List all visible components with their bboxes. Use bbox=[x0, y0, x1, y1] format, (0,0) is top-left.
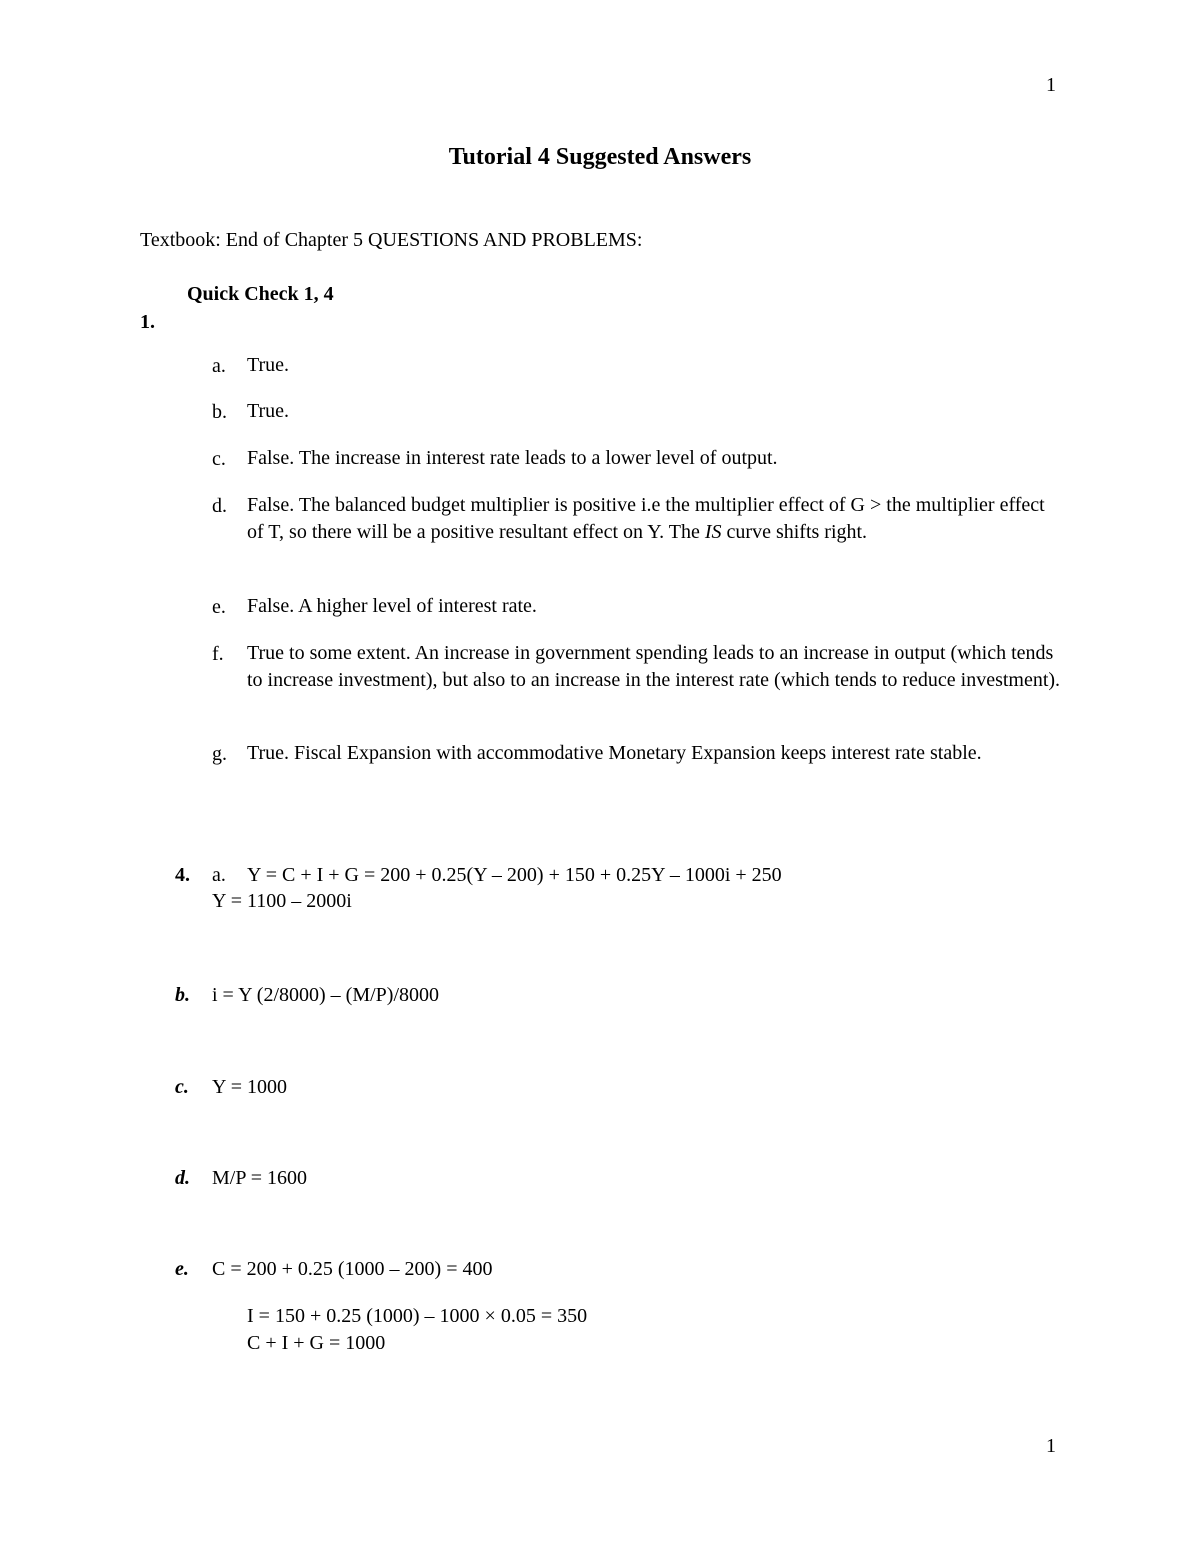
question-1-number: 1. bbox=[140, 311, 155, 333]
intro-text: Textbook: End of Chapter 5 QUESTIONS AND PROBLEMS: bbox=[140, 229, 643, 251]
q4-part-d-label: d. bbox=[175, 1167, 190, 1189]
q1-item-text: False. The balanced budget multiplier is positive i.e the multiplier effect of G > the multiplier effect of T, so there will be a positive resultant effect on Y. The IS curve shifts right. bbox=[247, 494, 1045, 543]
q4-part-e-label: e. bbox=[175, 1258, 189, 1280]
q1-item-label: e. bbox=[212, 596, 226, 618]
q1-item-label: a. bbox=[212, 355, 226, 377]
q1-item-label: d. bbox=[212, 495, 227, 517]
q1-item-text: True. bbox=[247, 400, 290, 422]
q4-part-c-equation: Y = 1000 bbox=[212, 1076, 287, 1098]
q1-item-text: False. The increase in interest rate leads to a lower level of output. bbox=[247, 447, 778, 469]
q1-item-label: g. bbox=[212, 743, 227, 765]
q4-part-e-equation-1: C = 200 + 0.25 (1000 – 200) = 400 bbox=[212, 1258, 493, 1280]
q4-part-b-label: b. bbox=[175, 984, 190, 1006]
q1-item-text: True to some extent. An increase in government spending leads to an increase in output (which tends to increase investment), but also to an increase in the interest rate (which tends to reduce investment). bbox=[247, 642, 1061, 691]
q1-item-text: False. A higher level of interest rate. bbox=[247, 595, 537, 617]
header-page-number: 1 bbox=[1046, 74, 1056, 96]
q4-part-c-label: c. bbox=[175, 1076, 189, 1098]
q4-part-d-equation: M/P = 1600 bbox=[212, 1167, 307, 1189]
footer-page-number: 1 bbox=[1046, 1435, 1056, 1457]
page-title: Tutorial 4 Suggested Answers bbox=[448, 144, 752, 170]
q4-part-e-equation-3: C + I + G = 1000 bbox=[247, 1332, 386, 1354]
q1-item-label: f. bbox=[212, 643, 224, 665]
q4-part-b-equation: i = Y (2/8000) – (M/P)/8000 bbox=[212, 984, 440, 1006]
quick-check-heading: Quick Check 1, 4 bbox=[187, 283, 334, 305]
q4-part-e-equation-2: I = 150 + 0.25 (1000) – 1000 × 0.05 = 350 bbox=[247, 1305, 588, 1327]
q4-part-a-equation-2: Y = 1100 – 2000i bbox=[212, 890, 352, 912]
q4-part-a-equation-1: Y = C + I + G = 200 + 0.25(Y – 200) + 150 + 0.25Y – 1000i + 250 bbox=[247, 864, 782, 886]
q1-item-label: c. bbox=[212, 448, 226, 470]
question-4-number: 4. bbox=[175, 864, 190, 886]
q1-item-text: True. bbox=[247, 354, 290, 376]
q1-item-text: True. Fiscal Expansion with accommodative Monetary Expansion keeps interest rate stable. bbox=[247, 742, 982, 764]
q4-part-a-label: a. bbox=[212, 864, 226, 886]
q1-item-label: b. bbox=[212, 401, 227, 423]
